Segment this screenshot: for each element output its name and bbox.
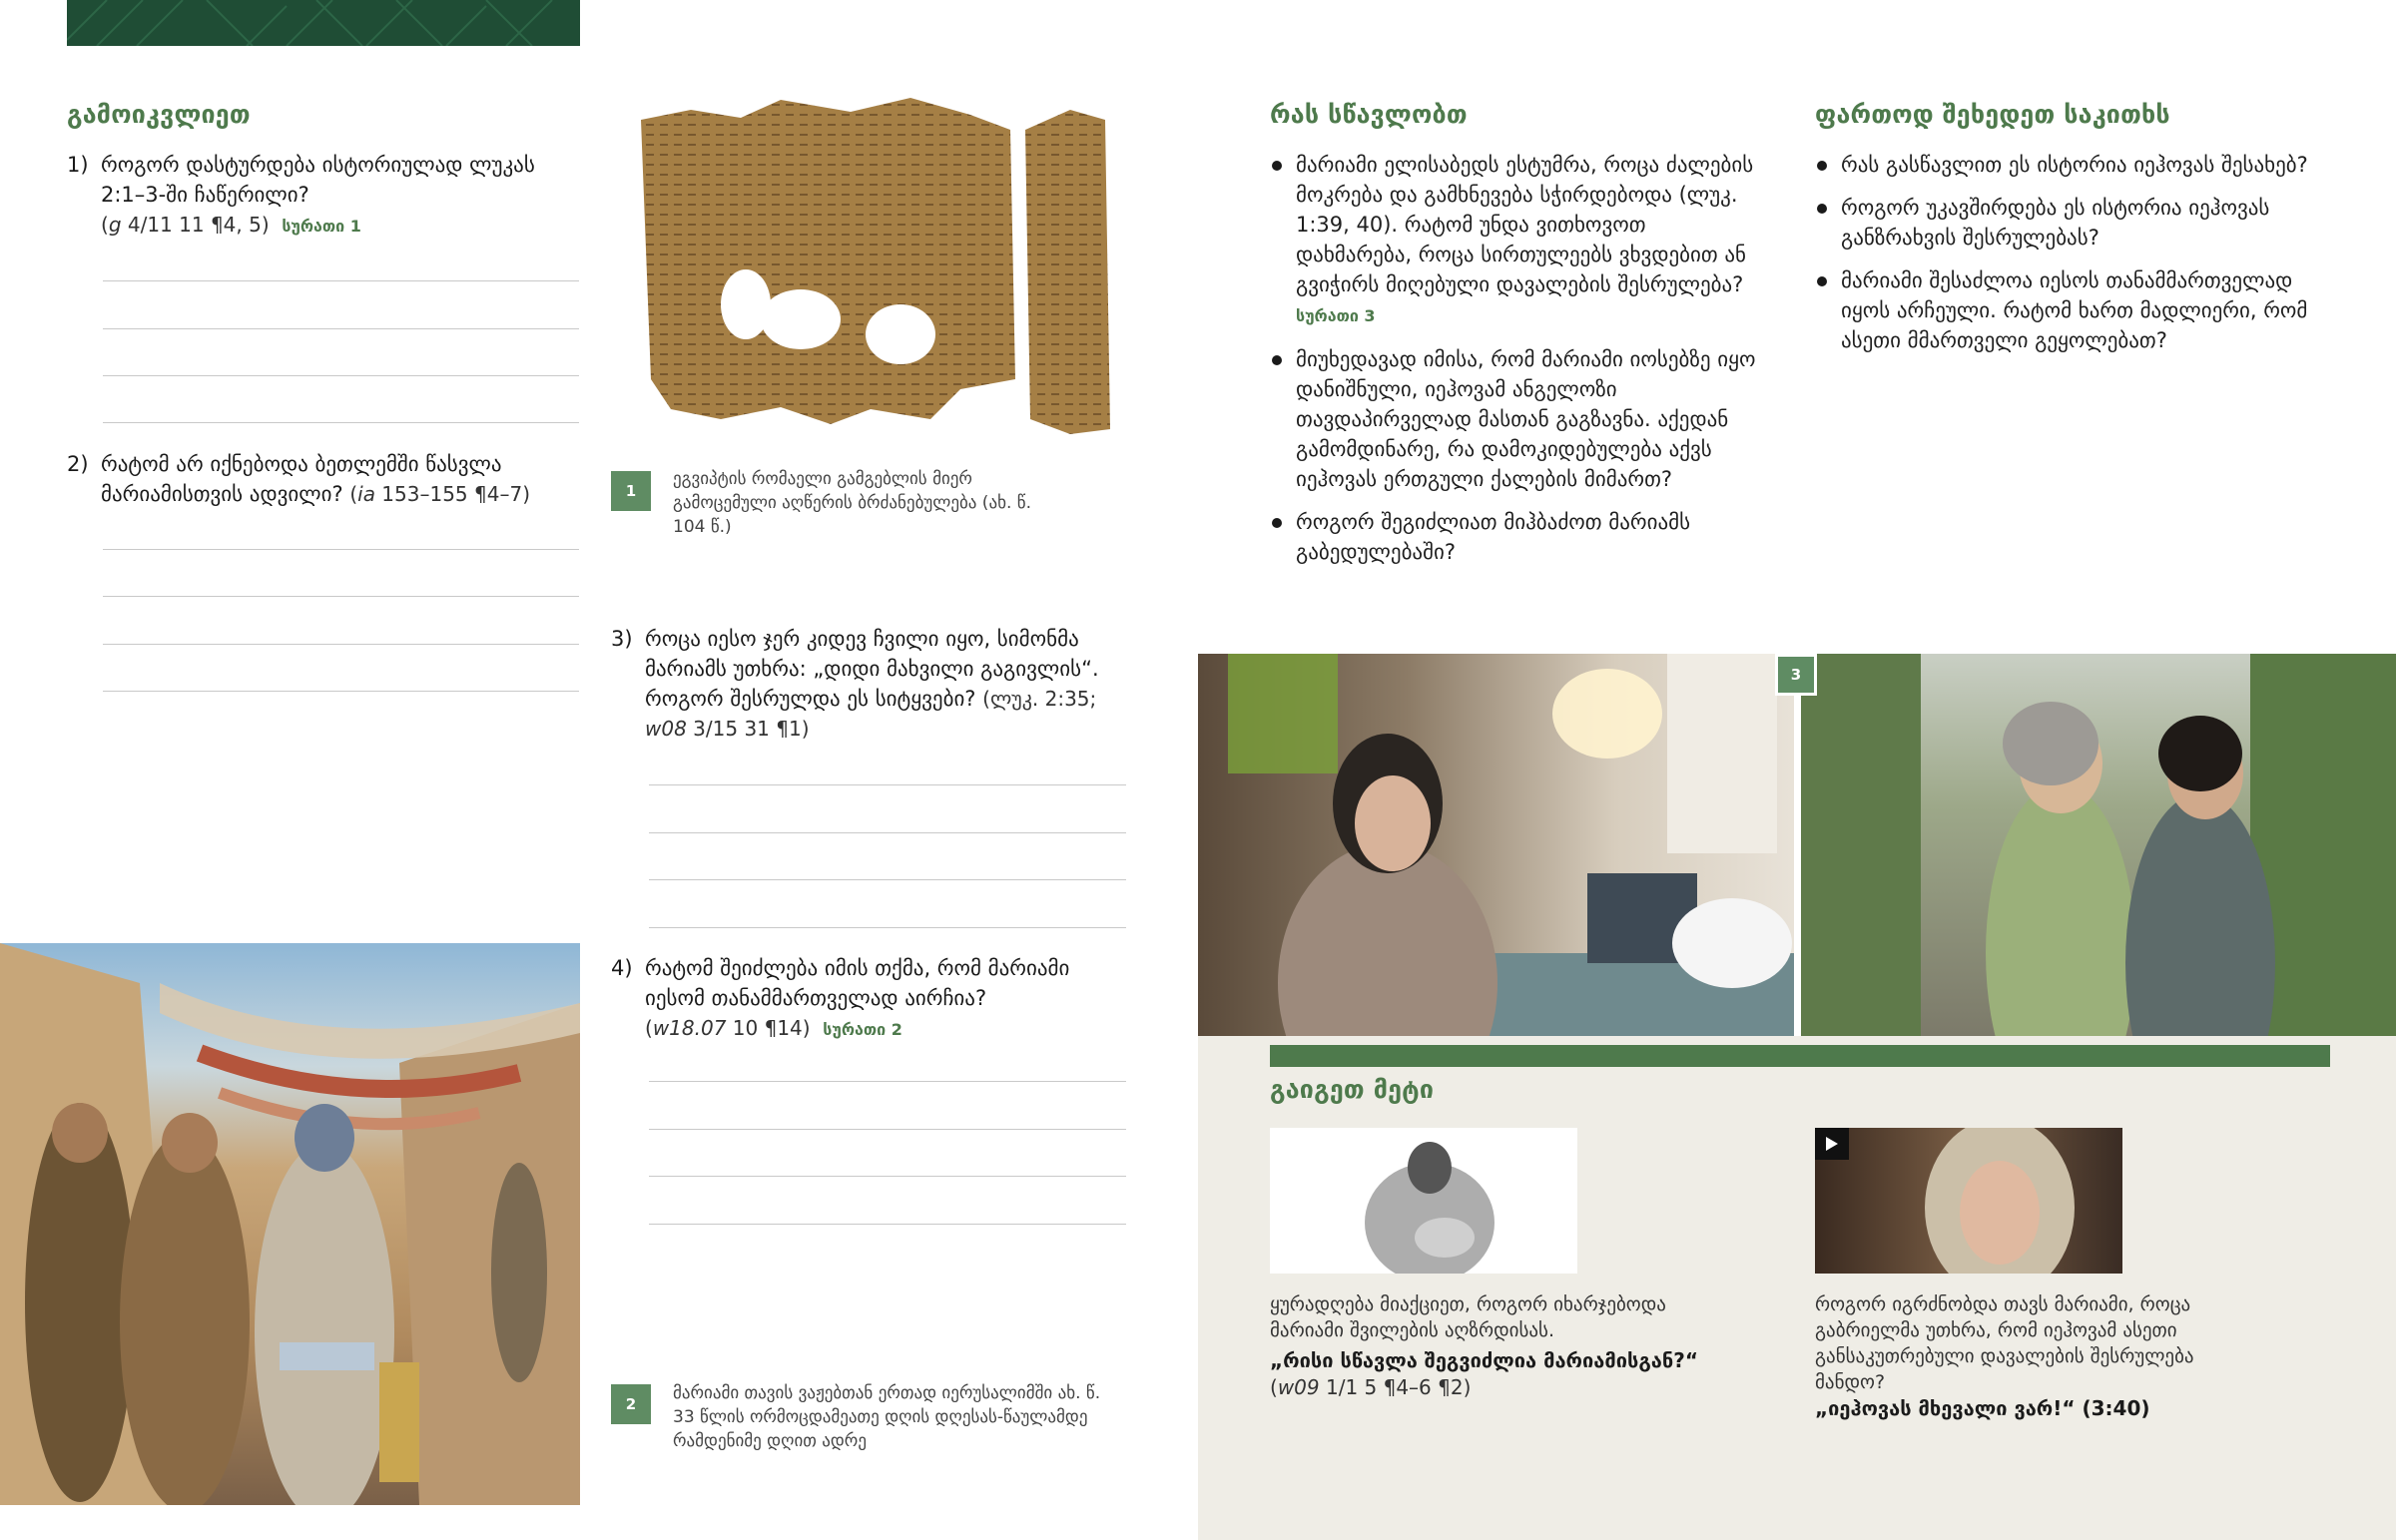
video-drawing (1815, 1128, 2122, 1274)
list-item (1815, 150, 2334, 180)
explore-heading: გამოიკვლიეთ (67, 100, 251, 129)
papyrus-drawing (631, 90, 1115, 439)
list-item (1815, 265, 2334, 355)
answer-line[interactable] (649, 1176, 1126, 1177)
bullet-icon (1272, 161, 1282, 171)
question-number: 2) (67, 452, 89, 476)
question-number: 4) (611, 956, 633, 980)
study-scene-drawing (1198, 654, 1794, 1036)
bullet-text: მიუხედავად იმისა, რომ მარიამი იოსებზე იყო დანიშნული, იეჰოვამ ანგელოზი თავდაპირველად მასთან გაგზავნა. აქედან გამომდინარე, რა დამოკიდებულება აქვს იეჰოვას ერთგული ქალების მიმართ? (1296, 347, 1756, 491)
figure-1-caption: ეგვიპტის რომაელი გამგებლის მიერ გამოცემული აღწერის ბრძანებულება (ახ. წ. 104 წ.) (673, 469, 1031, 537)
question-text: როცა იესო ჯერ კიდევ ჩვილი იყო, სიმონმა მარიამს უთხრა: „დიდი მახვილი გაგივლის“. როგორ შესრულდა ეს სიტყვები? (645, 627, 1099, 711)
answer-line[interactable] (649, 1224, 1126, 1225)
sketch-drawing (1270, 1128, 1577, 1274)
list-item (1815, 193, 2334, 253)
figure-1-badge: 1 (611, 471, 651, 511)
bullet-text: რას გასწავლით ეს ისტორია იეჰოვას შესახებ? (1841, 153, 2308, 177)
learn-list (1270, 150, 1759, 580)
sketch-image[interactable] (1270, 1128, 1577, 1274)
figure-2-caption: მარიამი თავის ვაჟებთან ერთად იერუსალიმში ახ. წ. 33 წლის ორმოცდამეათე დღის დღესას-წაულამდე რამდენიმე დღით ადრე (673, 1383, 1101, 1451)
question-ref: (w18.07 10 ¶14) (645, 1016, 811, 1040)
question-ref: (g 4/11 11 ¶4, 5) (101, 213, 270, 237)
question-4 (611, 953, 1110, 1045)
picture-ref: სურათი 3 (1296, 306, 1376, 325)
street-scene-image (0, 943, 580, 1505)
more-item-2-desc: როგორ იგრძნობდა თავს მარიამი, როცა გაბრიელმა უთხრა, რომ იეჰოვამ ასეთი განსაკუთრებული დავალების შესრულება მანდო? (1815, 1293, 2194, 1393)
list-item (1270, 507, 1759, 567)
answer-line[interactable] (649, 927, 1126, 928)
answer-line[interactable] (649, 832, 1126, 833)
list-item (1270, 344, 1759, 494)
bullet-icon (1817, 276, 1827, 286)
answer-line[interactable] (649, 1081, 1126, 1082)
question-ref: (ia 153–155 ¶4–7) (349, 482, 530, 506)
question-ref: (ლუკ. 2:35; w08 3/15 31 ¶1) (645, 687, 1097, 741)
bullet-text: როგორ შეგიძლიათ მიჰბაძოთ მარიამს გაბედულებაში? (1296, 510, 1691, 564)
picture-ref: სურათი 1 (282, 217, 361, 236)
more-item-1-desc: ყურადღება მიაქციეთ, როგორ იხარჯებოდა მარიამი შვილების აღზრდისას. (1270, 1293, 1666, 1341)
question-number: 1) (67, 153, 89, 177)
bullet-icon (1272, 355, 1282, 365)
figure-2-badge: 2 (611, 1384, 651, 1424)
learn-more-panel (1198, 1036, 2396, 1540)
question-3 (611, 624, 1110, 744)
question-text: რატომ შეიძლება იმის თქმა, რომ მარიამი იესომ თანამმართველად აირჩია? (645, 956, 1070, 1010)
picture-ref: სურათი 2 (823, 1020, 902, 1039)
answer-line[interactable] (103, 596, 579, 597)
walk-scene-drawing (1801, 654, 2396, 1036)
broad-list (1815, 150, 2334, 368)
papyrus-image (631, 90, 1115, 439)
more-item-1-ref: (w09 1/1 5 ¶4–6 ¶2) (1270, 1375, 1472, 1399)
learn-heading: რას სწავლობთ (1270, 100, 1468, 129)
figure-3-badge: 3 (1775, 654, 1817, 696)
answer-line[interactable] (103, 280, 579, 281)
bullet-text: მარიამი შესაძლოა იესოს თანამმართველად იყოს არჩეული. რატომ ხართ მადლიერი, რომ ასეთი მმართველი გეყოლებათ? (1841, 268, 2308, 352)
question-text: რატომ არ იქნებოდა ბეთლემში წასვლა მარიამისთვის ადვილი? (101, 452, 502, 506)
answer-line[interactable] (103, 422, 579, 423)
bullet-icon (1817, 204, 1827, 214)
bullet-icon (1817, 161, 1827, 171)
answer-line[interactable] (649, 879, 1126, 880)
bullet-text: როგორ უკავშირდება ეს ისტორია იეჰოვას განზრახვის შესრულებას? (1841, 196, 2270, 250)
answer-line[interactable] (103, 691, 579, 692)
answer-line[interactable] (103, 328, 579, 329)
question-text: როგორ დასტურდება ისტორიულად ლუკას 2:1–3-ში ჩაწერილი? (101, 153, 535, 207)
header-strip (67, 0, 580, 46)
list-item (1270, 150, 1759, 331)
street-scene-drawing (0, 943, 580, 1505)
answer-line[interactable] (103, 644, 579, 645)
play-triangle (1825, 1136, 1839, 1152)
question-2 (67, 449, 566, 509)
more-item-2-title[interactable]: „იეჰოვას მხევალი ვარ!“ (3:40) (1815, 1396, 2150, 1420)
women-scene-image-left (1198, 654, 1794, 1036)
header-pattern (67, 0, 580, 46)
answer-line[interactable] (103, 375, 579, 376)
more-item-1-title[interactable]: „რისი სწავლა შეგვიძლია მარიამისგან?“ (1270, 1348, 1698, 1372)
play-icon[interactable] (1815, 1128, 1849, 1160)
learn-more-bar (1270, 1045, 2330, 1067)
question-1 (67, 150, 566, 242)
answer-line[interactable] (103, 549, 579, 550)
broad-heading: ფართოდ შეხედეთ საკითხს (1815, 100, 2170, 129)
women-scene-image-right (1801, 654, 2396, 1036)
answer-line[interactable] (649, 1129, 1126, 1130)
question-number: 3) (611, 627, 633, 651)
bullet-text: მარიამი ელისაბედს ესტუმრა, როცა ძალების მოკრება და გამხნევება სჭირდებოდა (ლუკ. 1:39, 40). რატომ უნდა ვითხოვოთ დახმარება, როცა სირთულეებს ვხვდებით ან გვიჭირს მიღებული დავალების შესრულება? (1296, 153, 1754, 296)
answer-line[interactable] (649, 784, 1126, 785)
bullet-icon (1272, 518, 1282, 528)
video-thumbnail[interactable] (1815, 1128, 2122, 1274)
learn-more-heading: გაიგეთ მეტი (1270, 1075, 1435, 1104)
